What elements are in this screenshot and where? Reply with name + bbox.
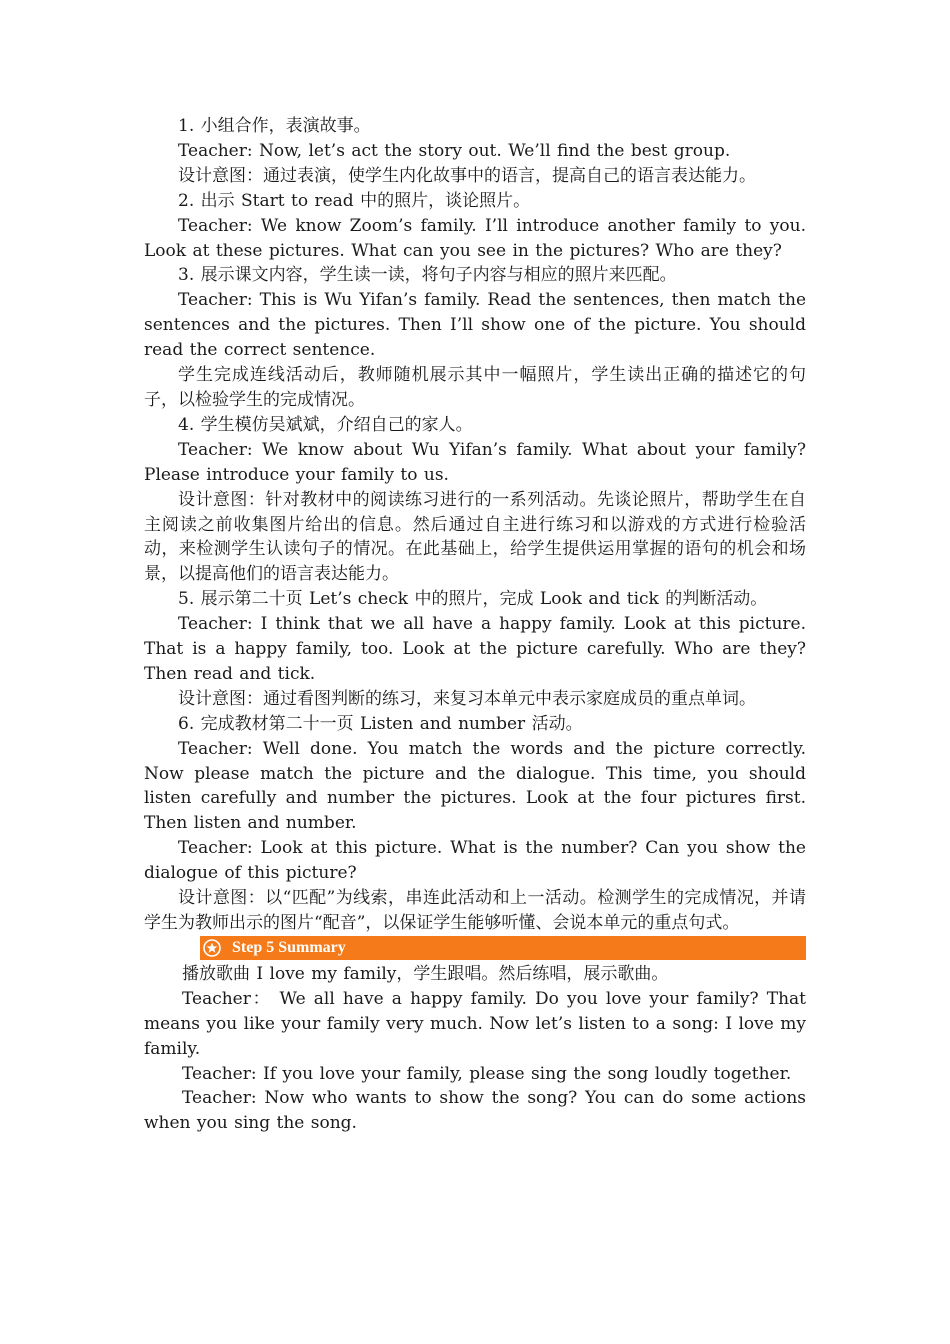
paragraph: 5. 展示第二十页 Let’s check 中的照片，完成 Look and tick 的判断活动。 (178, 589, 768, 610)
paragraph: 设计意图：以“匹配”为线索，串连此活动和上一活动。检测学生的完成情况，并请学生为教师出示的图片“配音”，以保证学生能够听懂、会说本单元的重点句式。 (144, 888, 806, 933)
paragraph: Teacher： We all have a happy family. Do you love your family? That means you like your family very much. Now let’s listen to a song: I love my family. (144, 988, 806, 1059)
paragraph: 设计意图：通过表演，使学生内化故事中的语言，提高自己的语言表达能力。 (178, 165, 756, 186)
paragraph: 学生完成连线活动后，教师随机展示其中一幅照片，学生读出正确的描述它的句子，以检验学生的完成情况。 (144, 365, 806, 410)
paragraph: Teacher: We know about Wu Yifan’s family. What about your family? Please introduce your family to us. (144, 439, 806, 485)
paragraph: Teacher: If you love your family, please sing the song loudly together. (182, 1063, 792, 1084)
paragraph: Teacher: I think that we all have a happy family. Look at this picture. That is a happy family, too. Look at the picture carefully. Who are they? Then read and tick. (144, 614, 806, 684)
paragraph: Teacher: Now who wants to show the song? You can do some actions when you sing the song. (144, 1088, 806, 1134)
paragraph: 1. 小组合作，表演故事。 (178, 116, 371, 136)
paragraph: 6. 完成教材第二十一页 Listen and number 活动。 (178, 713, 583, 734)
section-banner-label: Step 5 Summary (232, 938, 346, 956)
paragraph: Teacher: Well done. You match the words and the picture correctly. Now please match the picture and the dialogue. This time, you should listen carefully and number the pictures. Look at the four pictures first. Then listen and number. (144, 738, 806, 834)
paragraph: 设计意图：针对教材中的阅读练习进行的一系列活动。先谈论照片，帮助学生在自主阅读之前收集图片给出的信息。然后通过自主进行练习和以游戏的方式进行检验活动，来检测学生认读句子的情况。在此基础上，给学生提供运用掌握的语句的机会和场景，以提高他们的语言表达能力。 (144, 489, 806, 585)
paragraph: Teacher: We know Zoom’s family. I’ll introduce another family to you. Look at these pictures. What can you see in the pictures? Who are they? (144, 215, 806, 261)
paragraph: 4. 学生模仿吴斌斌，介绍自己的家人。 (178, 414, 473, 435)
paragraph: Teacher: This is Wu Yifan’s family. Read the sentences, then match the sentences and the pictures. Then I’ll show one of the picture. You should read the correct sentence. (144, 290, 806, 361)
star-badge-icon (202, 938, 222, 958)
paragraph: Teacher: Now, let’s act the story out. We’ll find the best group. (178, 140, 731, 161)
paragraph: Teacher: Look at this picture. What is the number? Can you show the dialogue of this picture? (144, 838, 806, 884)
paragraph: 设计意图：通过看图判断的练习，来复习本单元中表示家庭成员的重点单词。 (178, 688, 756, 709)
section-banner-step5 (200, 936, 806, 960)
document-body (144, 114, 806, 1136)
paragraph: 2. 出示 Start to read 中的照片，谈论照片。 (178, 190, 531, 211)
paragraph: 3. 展示课文内容，学生读一读，将句子内容与相应的照片来匹配。 (178, 265, 677, 286)
paragraph: 播放歌曲 I love my family，学生跟唱。然后练唱，展示歌曲。 (182, 963, 669, 984)
